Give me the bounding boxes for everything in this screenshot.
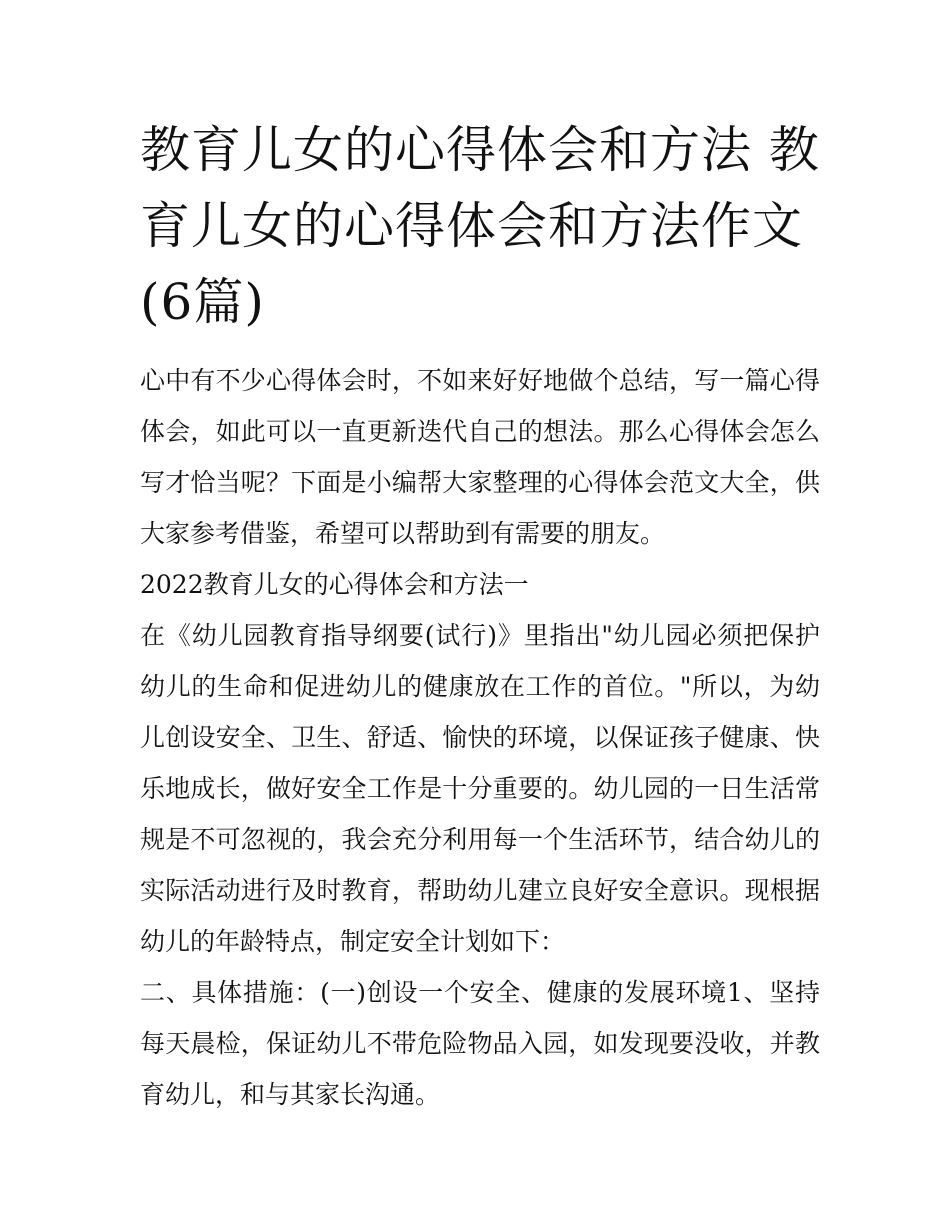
document-title: 教育儿女的心得体会和方法 教育儿女的心得体会和方法作文(6篇) — [140, 121, 820, 331]
section-heading: 2022教育儿女的心得体会和方法一 — [140, 570, 529, 599]
measures-paragraph: 二、具体措施：(一)创设一个安全、健康的发展环境1、坚持每天晨检，保证幼儿不带危险物品入园，如发现要没收，并教育幼儿，和与其家长沟通。 — [140, 978, 820, 1109]
document-body — [140, 355, 820, 1120]
body-paragraph: 在《幼儿园教育指导纲要(试行)》里指出"幼儿园必须把保护幼儿的生命和促进幼儿的健康放在工作的首位。"所以，为幼儿创设安全、卫生、舒适、愉快的环境，以保证孩子健康、快乐地成长，做好安全工作是十分重要的。幼儿园的一日生活常规是不可忽视的，我会充分利用每一个生活环节，结合幼儿的实际活动进行及时教育，帮助幼儿建立良好安全意识。现根据幼儿的年龄特点，制定安全计划如下： — [140, 621, 820, 956]
intro-paragraph: 心中有不少心得体会时，不如来好好地做个总结，写一篇心得体会，如此可以一直更新迭代自己的想法。那么心得体会怎么写才恰当呢？下面是小编帮大家整理的心得体会范文大全，供大家参考借鉴，希望可以帮助到有需要的朋友。 — [140, 366, 820, 548]
